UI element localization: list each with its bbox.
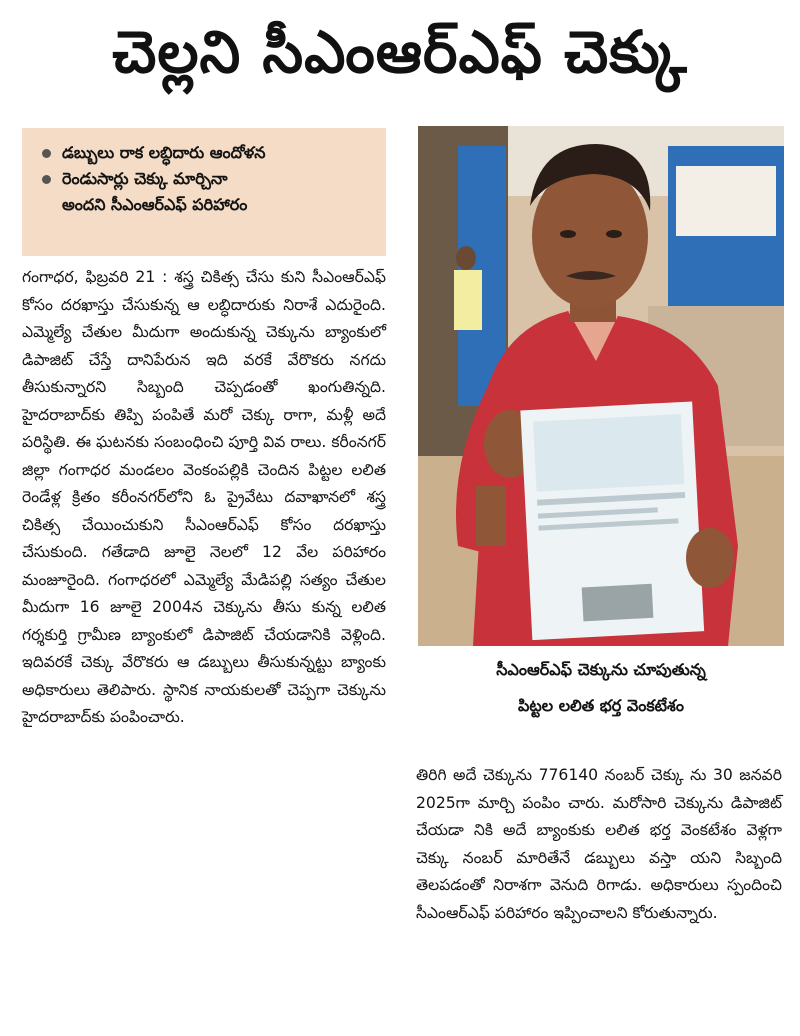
highlights-box <box>22 128 386 256</box>
man-holding-cheque-photo <box>418 126 784 646</box>
article-body-right <box>416 762 782 927</box>
highlight-line: అందని సీఎంఆర్ఎఫ్ పరిహారం <box>62 195 248 214</box>
article-paragraph: తిరిగి అదే చెక్కును 776140 నంబర్ చెక్కు ను 30 జనవరి 2025గా మార్చి పంపిం చారు. మరోసారి చెక్కును డిపాజిట్ చేయడా నికి అదే బ్యాంకుకు లలిత భర్త వెంకటేశం వెళ్లగా చెక్కు నంబర్ మారితేనే డబ్బులు వస్తా యని సిబ్బంది తెలపడంతో నిరాశగా వెనుది రిగాడు. అధికారులు స్పందించి సీఎంఆర్ఎఫ్ పరిహారం ఇప్పించాలని కోరుతున్నారు. <box>416 766 782 922</box>
highlight-item <box>40 166 376 218</box>
highlight-item <box>40 140 376 166</box>
headline: చెల్లని సీఎంఆర్ఎఫ్ చెక్కు <box>112 17 688 86</box>
article-body-left <box>22 264 386 732</box>
bullet-icon <box>42 175 51 184</box>
photo-caption <box>418 652 784 752</box>
bullet-icon <box>42 149 51 158</box>
caption-line: సీఎంఆర్ఎఫ్ చెక్కును చూపుతున్న <box>496 660 706 679</box>
article-paragraph: గంగాధర, ఫిబ్రవరి 21 : శస్త్ర చికిత్స చేసు కుని సీఎంఆర్ఎఫ్ కోసం దరఖాస్తు చేసుకున్న ఆ లబ్ధిదారుకు నిరాశే ఎదురైంది. ఎమ్మెల్యే చేతుల మీదుగా అందుకున్న చెక్కును బ్యాంకులో డిపాజిట్ చేస్తే దానిపేరున ఇది వరకే వేరొకరు నగదు తీసుకున్నారని సిబ్బంది చెప్పడంతో ఖంగుతిన్నది. హైదరాబాద్‌కు తిప్పి పంపితే మరో చెక్కు రాగా, మళ్లీ అదే పరిస్థితి. ఈ ఘటనకు సంబంధించి పూర్తి వివ రాలు. కరీంనగర్ జిల్లా గంగాధర మండలం వెంకంపల్లికి చెందిన పిట్టల లలిత రెండేళ్ల క్రితం కరీంనగర్‌లోని ఓ ప్రైవేటు దవాఖానలో శస్త్ర చికిత్స చేయించుకుని సీఎంఆర్ఎఫ్ కోసం దరఖాస్తు చేసుకుంది. గతేడాది జూలై నెలలో 12 వేల పరిహారం మంజూరైంది. గంగాధరలో ఎమ్మెల్యే మేడిపల్లి సత్యం చేతుల మీదుగా 16 జూలై 2004న చెక్కును తీసు కున్న లలిత గర్శకుర్తి గ్రామీణ బ్యాంకులో డిపాజిట్ చేయడానికి వెళ్లింది. ఇదివరకే చెక్కు వేరొకరు ఆ డబ్బులు తీసుకున్నట్టు బ్యాంకు అధికారులు తెలిపారు. స్థానిక నాయకులతో చెప్పగా చెక్కును హైదరాబాద్‌కు పంపించారు. <box>22 268 386 726</box>
caption-line: పిట్టల లలిత భర్త వెంకటేశం <box>518 696 684 715</box>
highlight-line: రెండుసార్లు చెక్కు మార్చినా <box>62 169 228 188</box>
highlight-line: డబ్బులు రాక లబ్ధిదారు ఆందోళన <box>62 143 266 162</box>
